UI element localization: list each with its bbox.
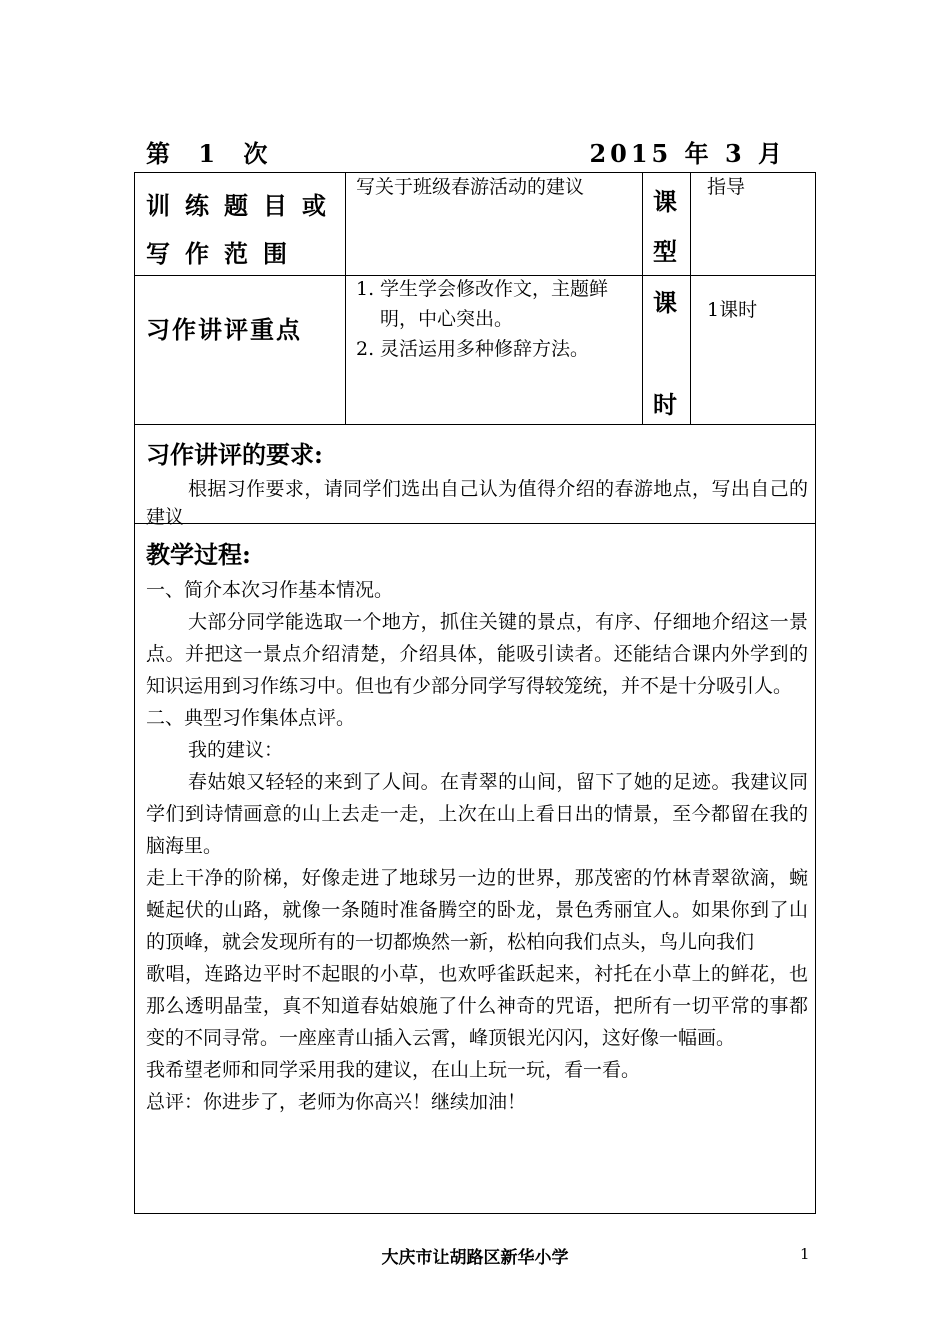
- column-divider: [345, 172, 346, 424]
- sample-essay-paragraph: 我希望老师和同学采用我的建议，在山上玩一玩，看一看。: [146, 1059, 641, 1081]
- topic-label-line1: 训练题目或: [146, 191, 341, 220]
- focus-item-number: 1.: [356, 278, 375, 300]
- requirements-heading: 习作讲评的要求:: [146, 440, 323, 469]
- teacher-comment: 总评：你进步了，老师为你高兴！继续加油！: [146, 1091, 527, 1113]
- footer-school-name: 大庆市让胡路区新华小学: [381, 1248, 569, 1268]
- focus-item-number: 2.: [356, 338, 375, 360]
- process-section-title: 一、简介本次习作基本情况。: [146, 579, 394, 601]
- process-heading: 教学过程:: [146, 540, 251, 569]
- page-number: 1: [800, 1245, 810, 1263]
- focus-item: [356, 334, 641, 364]
- hours-label-char1: 课: [653, 288, 677, 317]
- type-label-char1: 课: [653, 187, 677, 216]
- sample-essay-paragraph: 走上干净的阶梯，好像走进了地球另一边的世界，那茂密的竹林青翠欲滴，蜿蜒起伏的山路，就像一条随时准备腾空的卧龙，景色秀丽宜人。如果你到了山的顶峰，就会发现所有的一切都焕然一新，松柏向我们点头，鸟儿向我们: [146, 867, 808, 953]
- session-number: 第 1 次: [146, 139, 278, 168]
- hours-label-char2: 时: [653, 390, 677, 419]
- row-divider: [134, 424, 816, 425]
- table-border-bottom: [134, 1213, 816, 1214]
- sample-essay-paragraph: 春姑娘又轻轻的来到了人间。在青翠的山间，留下了她的足迹。我建议同学们到诗情画意的山上去走一走，上次在山上看日出的情景，至今都留在我的脑海里。: [146, 771, 808, 857]
- hours-value: 1课时: [707, 299, 758, 321]
- focus-item-text: 灵活运用多种修辞方法。: [380, 338, 590, 360]
- session-date: 2015 年 3 月: [589, 139, 786, 168]
- type-value: 指导: [707, 176, 746, 198]
- focus-label: 习作讲评重点: [146, 315, 302, 344]
- sample-essay-title: 我的建议：: [188, 739, 284, 761]
- column-divider: [690, 172, 691, 424]
- table-border-right: [815, 172, 816, 1214]
- column-divider: [642, 172, 643, 424]
- focus-list: [356, 274, 641, 364]
- process-body: [146, 574, 808, 1118]
- document-header: [146, 130, 786, 170]
- focus-item: [356, 274, 641, 334]
- sample-essay-paragraph: 歌唱，连路边平时不起眼的小草，也欢呼雀跃起来，衬托在小草上的鲜花，也那么透明晶莹，真不知道春姑娘施了什么神奇的咒语，把所有一切平常的事都变的不同寻常。一座座青山插入云霄，峰顶银光闪闪，这好像一幅画。: [146, 963, 808, 1049]
- requirements-body: 根据习作要求，请同学们选出自己认为值得介绍的春游地点，写出自己的建议: [146, 478, 808, 528]
- topic-value: 写关于班级春游活动的建议: [356, 176, 585, 198]
- process-section-title: 二、典型习作集体点评。: [146, 707, 356, 729]
- process-paragraph: 大部分同学能选取一个地方，抓住关键的景点，有序、仔细地介绍这一景点。并把这一景点介绍清楚，介绍具体，能吸引读者。还能结合课内外学到的知识运用到习作练习中。但也有少部分同学写得较笼统，并不是十分吸引人。: [146, 611, 808, 697]
- topic-label-line2: 写作范围: [146, 239, 302, 268]
- focus-item-text: 学生学会修改作文，主题鲜明，中心突出。: [380, 278, 609, 330]
- type-label-char2: 型: [653, 237, 677, 266]
- table-border-left: [134, 172, 135, 1214]
